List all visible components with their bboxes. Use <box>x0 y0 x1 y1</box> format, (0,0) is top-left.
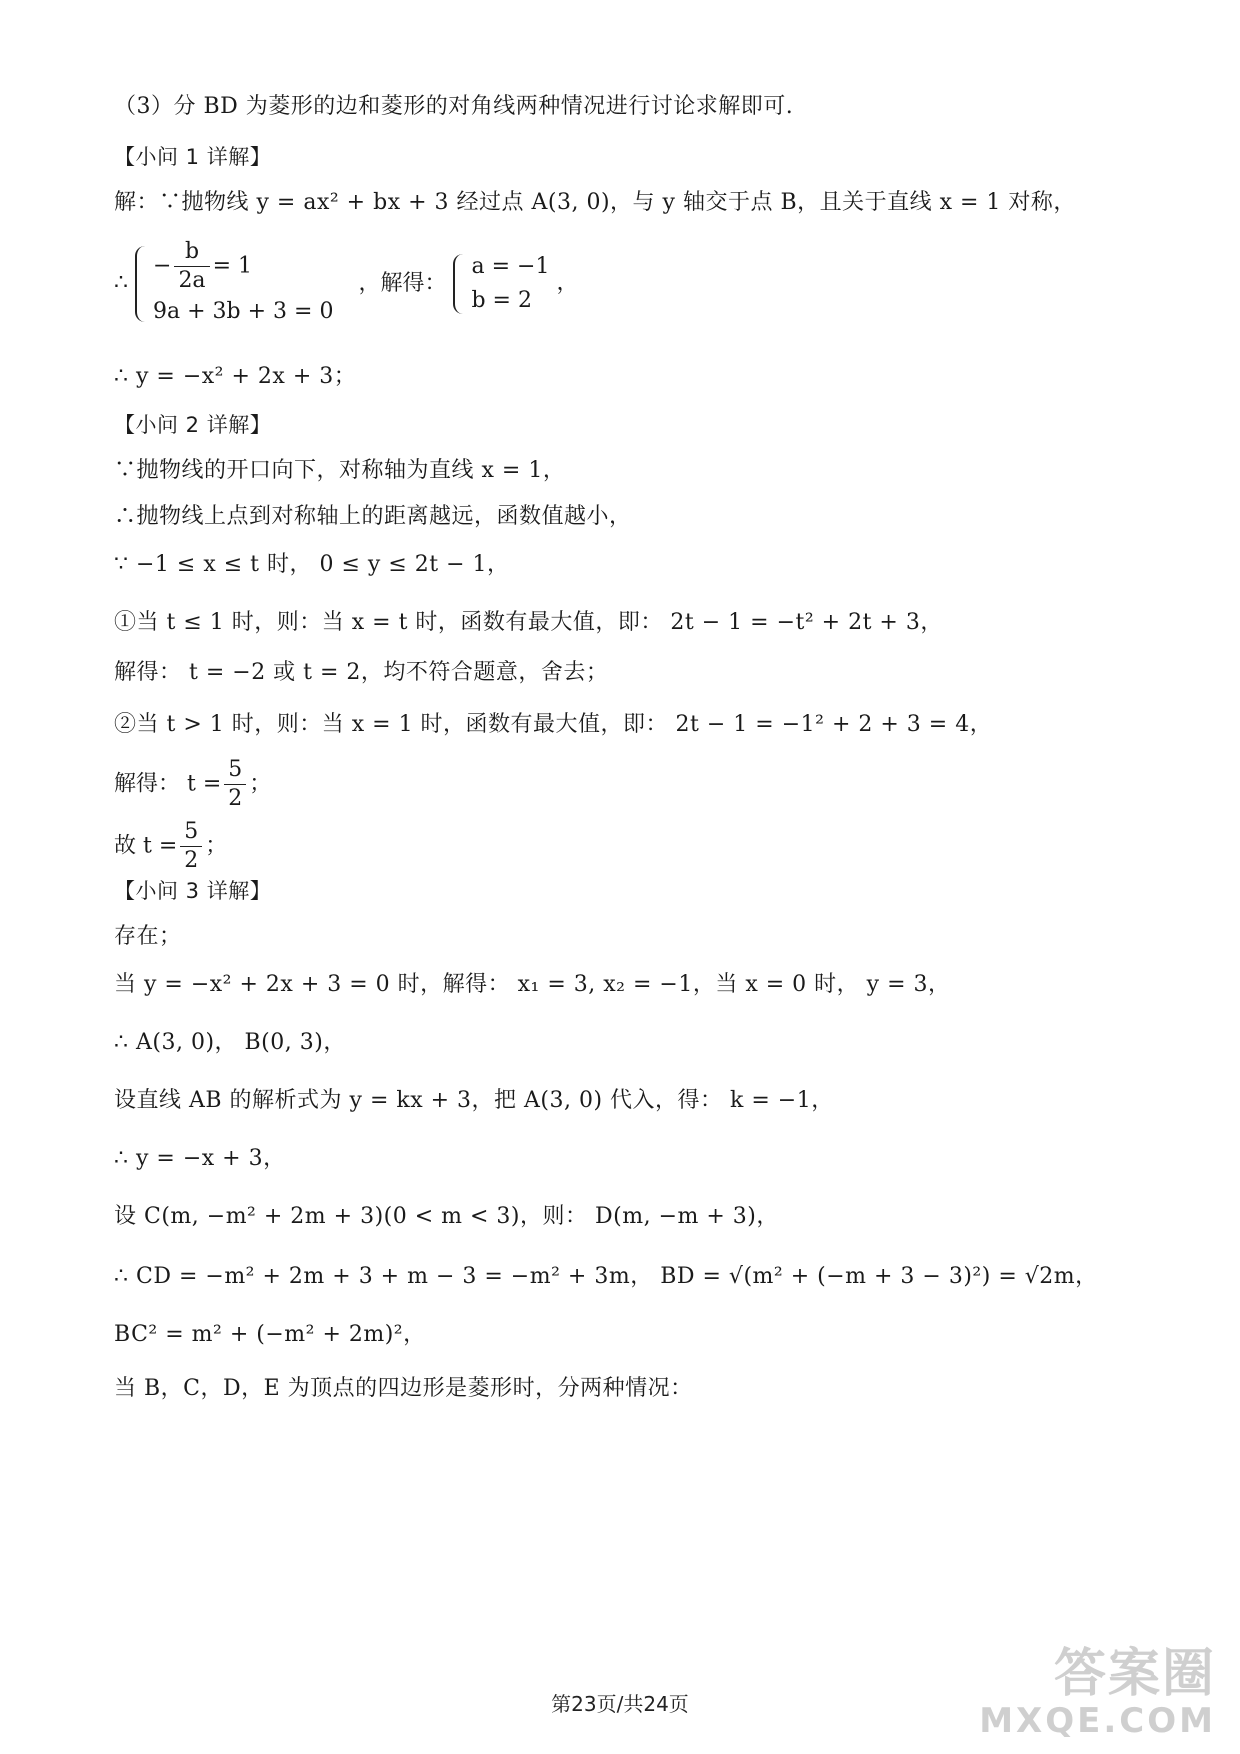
solution-line: 设直线 AB 的解析式为 y = kx + 3，把 A(3, 0) 代入，得： k = −1， <box>114 1088 834 1113</box>
fraction: $\frac{b}{2a}$ <box>174 238 209 295</box>
left-brace <box>453 254 465 314</box>
solution-line: ∴ CD = −m² + 2m + 3 + m − 3 = −m² + 3m， BD = √(m² + (−m + 3 − 3)²) = √2m， <box>114 1264 1098 1289</box>
solution-line: ∴抛物线上点到对称轴上的距离越远，函数值越小， <box>114 504 632 529</box>
solution-line: 当 y = −x² + 2x + 3 = 0 时，解得： x₁ = 3, x₂ = −1，当 x = 0 时， y = 3， <box>114 972 951 997</box>
section-heading-3: 【小问 3 详解】 <box>114 879 272 903</box>
solution-line: 解：∵抛物线 y = ax² + bx + 3 经过点 A(3, 0)，与 y 轴交于点 B，且关于直线 x = 1 对称， <box>114 190 1076 215</box>
result-line-2: 故 t = $\frac{5}{2}$ ； <box>114 819 228 873</box>
equation-2: 9a + 3b + 3 = 0 <box>153 299 334 324</box>
watermark-url: MXQE.COM <box>979 1701 1216 1741</box>
solution-line: 设 C(m, −m² + 2m + 3)(0 < m < 3)，则： D(m, −m + 3)， <box>114 1204 779 1229</box>
solve-label: ，解得： <box>358 270 447 296</box>
equation-1: − $\frac{b}{2a}$ = 1 <box>153 239 252 293</box>
solution-line: 解得： t = −2 或 t = 2，均不符合题意，舍去； <box>114 660 609 685</box>
watermark <box>979 1646 1216 1740</box>
section-heading-1: 【小问 1 详解】 <box>114 145 272 169</box>
solution-line: ∴ y = −x + 3， <box>114 1146 286 1171</box>
solution-line: 当 B，C，D，E 为顶点的四边形是菱形时，分两种情况： <box>114 1376 693 1401</box>
fraction: $\frac{5}{2}$ <box>180 818 202 875</box>
solution-line: BC² = m² + (−m² + 2m)²， <box>114 1322 426 1347</box>
result-line-1: 解得： t = $\frac{5}{2}$ ； <box>114 757 272 811</box>
solution-b: b = 2 <box>471 287 532 313</box>
therefore-symbol: ∴ <box>114 270 128 296</box>
solution-a: a = −1 <box>471 253 550 279</box>
system-of-equations <box>135 238 333 329</box>
solution-line: ∴ A(3, 0)， B(0, 3)， <box>114 1030 346 1055</box>
solution-line: ∵抛物线的开口向下，对称轴为直线 x = 1， <box>114 458 566 483</box>
equation-system: ∴ − $\frac{b}{2a}$ = 1 9a + 3b + 3 = 0 ，解得： a = −1 b = 2 ， <box>114 238 578 329</box>
fraction: $\frac{5}{2}$ <box>224 756 246 813</box>
intro-line: （3）分 BD 为菱形的边和菱形的对角线两种情况进行讨论求解即可. <box>114 94 794 119</box>
parabola-result: ∴ y = −x² + 2x + 3； <box>114 364 357 389</box>
section-heading-2: 【小问 2 详解】 <box>114 413 272 437</box>
watermark-logo: 答案圈 <box>1053 1644 1216 1704</box>
case-2-line: ②当 t > 1 时，则：当 x = 1 时，函数有最大值，即： 2t − 1 = −1² + 2 + 3 = 4， <box>114 712 993 737</box>
solution-line: ∵ −1 ≤ x ≤ t 时， 0 ≤ y ≤ 2t − 1， <box>114 552 510 577</box>
page-number: 第23页/共24页 <box>551 1692 689 1716</box>
solution-system <box>453 250 549 318</box>
solution-line: 存在； <box>114 924 182 949</box>
left-brace <box>135 246 147 322</box>
case-1-line: ①当 t ≤ 1 时，则：当 x = t 时，函数有最大值，即： 2t − 1 = −t² + 2t + 3， <box>114 610 943 635</box>
